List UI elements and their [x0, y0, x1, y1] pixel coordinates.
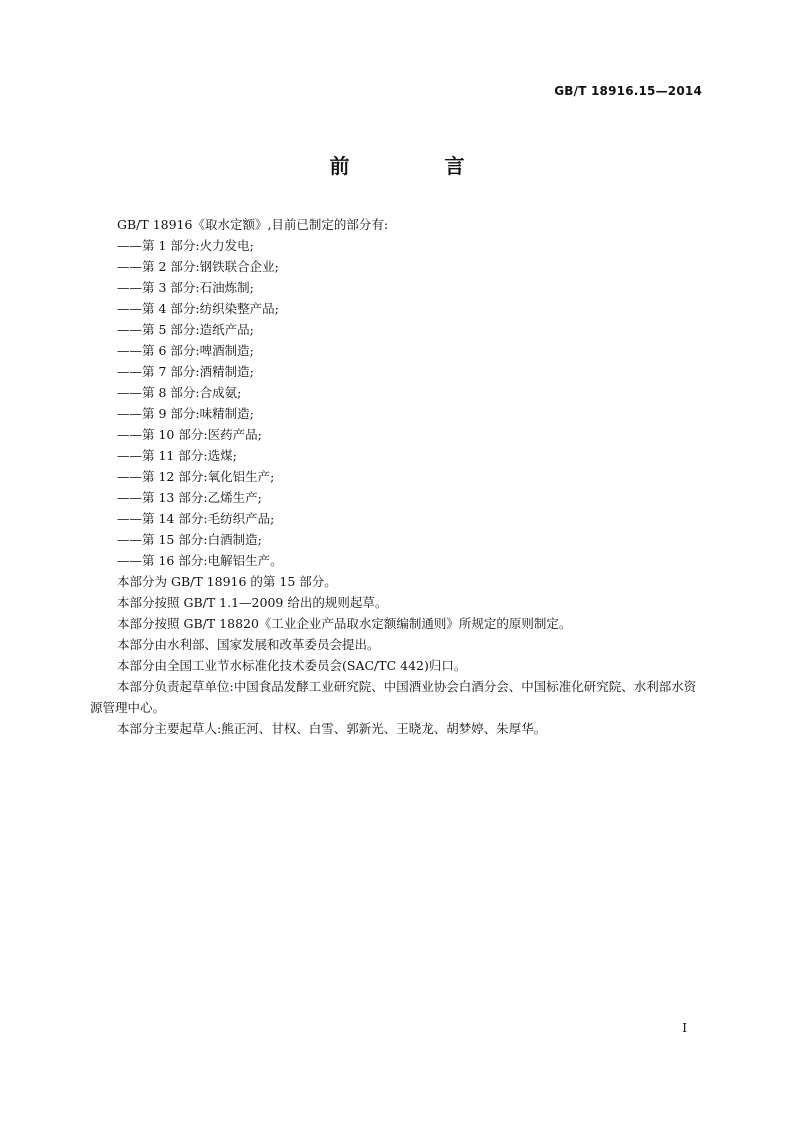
list-item: ——第 3 部分:石油炼制; [117, 280, 254, 295]
list-item: ——第 13 部分:乙烯生产; [117, 490, 262, 505]
body-paragraph: 本部分按照 GB/T 1.1—2009 给出的规则起草。 [117, 595, 388, 610]
page-title: 前 言 [329, 154, 509, 178]
body-paragraph: 本部分负责起草单位:中国食品发酵工业研究院、中国酒业协会白酒分会、中国标准化研究院、水利部水资源管理中心。 [90, 679, 697, 715]
list-item: ——第 1 部分:火力发电; [117, 238, 254, 253]
body-paragraph: 本部分由水利部、国家发展和改革委员会提出。 [117, 637, 380, 652]
standard-code: GB/T 18916.15—2014 [554, 84, 702, 98]
page-number: I [682, 1021, 687, 1035]
list-item: ——第 16 部分:电解铝生产。 [117, 553, 283, 568]
list-item: ——第 5 部分:造纸产品; [117, 322, 254, 337]
body-paragraph: 本部分按照 GB/T 18820《工业企业产品取水定额编制通则》所规定的原则制定。 [117, 616, 572, 631]
foreword-body [90, 214, 707, 739]
list-item: ——第 2 部分:钢铁联合企业; [117, 259, 279, 274]
body-paragraph: 本部分主要起草人:熊正河、甘权、白雪、郭新光、王晓龙、胡梦婷、朱厚华。 [117, 721, 547, 736]
list-item: ——第 10 部分:医药产品; [117, 427, 262, 442]
list-item: ——第 12 部分:氧化铝生产; [117, 469, 275, 484]
list-item: ——第 15 部分:白酒制造; [117, 532, 262, 547]
list-item: ——第 9 部分:味精制造; [117, 406, 254, 421]
list-item: ——第 4 部分:纺织染整产品; [117, 301, 279, 316]
list-item: ——第 11 部分:选煤; [117, 448, 237, 463]
list-item: ——第 7 部分:酒精制造; [117, 364, 254, 379]
intro-paragraph: GB/T 18916《取水定额》,目前已制定的部分有: [117, 217, 389, 232]
body-paragraph: 本部分由全国工业节水标准化技术委员会(SAC/TC 442)归口。 [117, 658, 467, 673]
list-item: ——第 8 部分:合成氨; [117, 385, 242, 400]
list-item: ——第 14 部分:毛纺织产品; [117, 511, 275, 526]
list-item: ——第 6 部分:啤酒制造; [117, 343, 254, 358]
body-paragraph: 本部分为 GB/T 18916 的第 15 部分。 [117, 574, 337, 589]
